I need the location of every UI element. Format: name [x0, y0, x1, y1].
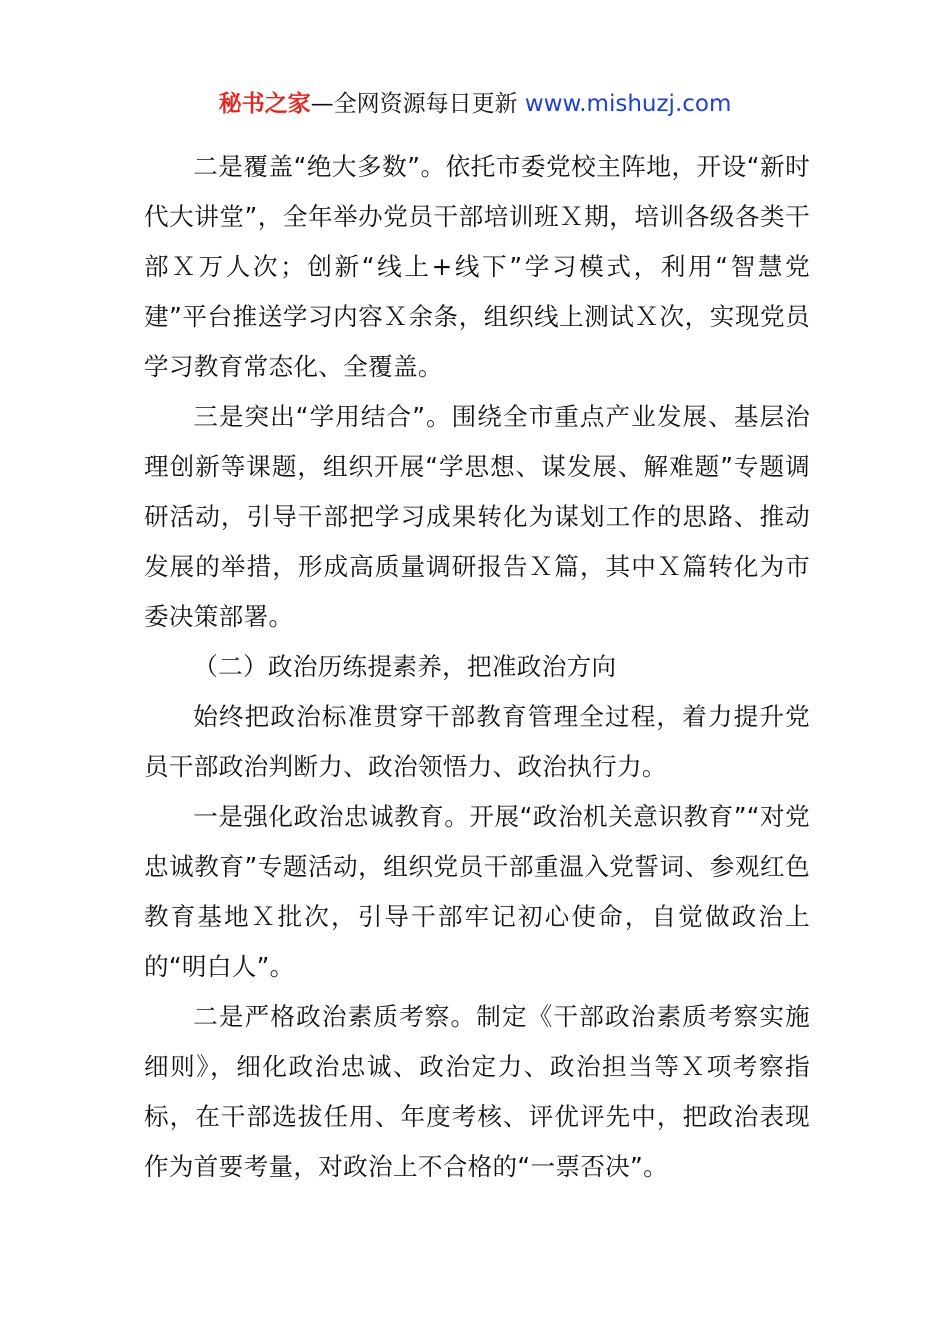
site-header [0, 86, 950, 122]
document-body [144, 142, 810, 1192]
brand-name: 秘书之家 [218, 91, 311, 117]
paragraph-quality-inspection: 二是严格政治素质考察。制定《干部政治素质考察实施细则》，细化政治忠诚、政治定力、政治担当等Ｘ项考察指标，在干部选拔任用、年度考核、评优评先中，把政治表现作为首要考量，对政治上不合格的“一票否决”。 [144, 1002, 810, 1181]
paragraph-study-application: 三是突出“学用结合”。围绕全市重点产业发展、基层治理创新等课题，组织开展“学思想、谋发展、解难题”专题调研活动，引导干部把学习成果转化为谋划工作的思路、推动发展的举措，形成高质量调研报告Ｘ篇，其中Ｘ篇转化为市委决策部署。 [144, 402, 810, 631]
paragraph-coverage: 二是覆盖“绝大多数”。依托市委党校主阵地，开设“新时代大讲堂”，全年举办党员干部培训班Ｘ期，培训各级各类干部Ｘ万人次；创新“线上+线下”学习模式，利用“智慧党建”平台推送学习内容Ｘ余条，组织线上测试Ｘ次，实现党员学习教育常态化、全覆盖。 [144, 152, 810, 381]
site-url-link[interactable]: www.mishuzj.com [524, 91, 732, 117]
paragraph-loyalty-education: 一是强化政治忠诚教育。开展“政治机关意识教育”“对党忠诚教育”专题活动，组织党员干部重温入党誓词、参观红色教育基地Ｘ批次，引导干部牢记初心使命，自觉做政治上的“明白人”。 [144, 802, 810, 981]
section-heading-political-training: （二）政治历练提素养，把准政治方向 [193, 652, 617, 681]
paragraph-section-intro: 始终把政治标准贯穿干部教育管理全过程，着力提升党员干部政治判断力、政治领悟力、政治执行力。 [144, 702, 810, 781]
header-tagline: —全网资源每日更新 [310, 91, 525, 117]
